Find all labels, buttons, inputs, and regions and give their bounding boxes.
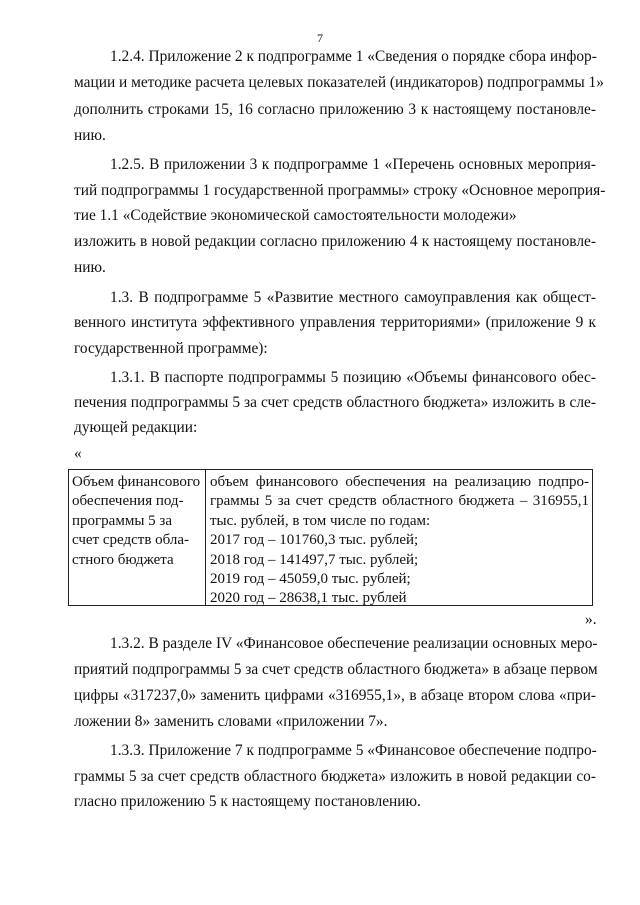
paragraph-1-3-line: венного института эффективного управления территориями» (приложение 9 к [74, 314, 596, 331]
paragraph-1-2-4-line: дополнить строками 15, 16 согласно приложению 3 к настоящему постановле- [74, 101, 596, 118]
paragraph-1-3-line: государственной программе): [74, 340, 268, 357]
table-label-cell [69, 470, 206, 605]
paragraph-1-2-4-line: мации и методике расчета целевых показателей (индикаторов) подпрограммы 1» [74, 74, 604, 91]
opening-quote: « [74, 445, 82, 462]
table-label-line: стного бюджета [72, 551, 174, 568]
paragraph-1-3-3-line: 1.3.3. Приложение 7 к подпрограмме 5 «Финансовое обеспечение подпро- [110, 742, 597, 759]
paragraph-1-2-4-line: нию. [74, 127, 106, 144]
paragraph-1-3-1-line: 1.3.1. В паспорте подпрограммы 5 позицию «Объемы финансового обес- [110, 369, 596, 386]
paragraph-1-3-2-line: цифры «317237,0» заменить цифрами «316955,1», в абзаце втором слова «при- [74, 687, 596, 704]
paragraph-1-3-1-line: дующей редакции: [74, 419, 198, 436]
paragraph-1-3-2-line: 1.3.2. В разделе IV «Финансовое обеспечение реализации основных меро- [110, 635, 598, 652]
table-value-line: 2017 год – 101760,3 тыс. рублей; [210, 532, 419, 549]
paragraph-1-3-2-line: приятий подпрограммы 5 за счет средств областного бюджета» в абзаце первом [74, 661, 598, 678]
table-value-line: 2019 год – 45059,0 тыс. рублей; [210, 571, 411, 588]
paragraph-1-2-5-line: изложить в новой редакции согласно приложению 4 к настоящему постановле- [74, 233, 596, 250]
table-label-line: Объем финансового [72, 474, 201, 490]
paragraph-1-3-3-line: гласно приложению 5 к настоящему постановлению. [74, 793, 421, 810]
table-value-line: тыс. рублей, в том числе по годам: [210, 512, 431, 529]
table-value-line: граммы 5 за счет средств областного бюджета – 316955,1 [210, 493, 589, 510]
paragraph-1-3-line: 1.3. В подпрограмме 5 «Развитие местного самоуправления как общест- [110, 289, 596, 306]
paragraph-1-2-5-line: нию. [74, 259, 106, 276]
table-value-line: объем финансового обеспечения на реализацию подпро- [210, 474, 589, 490]
paragraph-1-3-1-line: печения подпрограммы 5 за счет средств областного бюджета» изложить в сле- [74, 394, 596, 411]
table-label-line: программы 5 за [72, 512, 172, 529]
paragraph-1-2-4-line: 1.2.4. Приложение 2 к подпрограмме 1 «Сведения о порядке сбора инфор- [110, 48, 597, 65]
table-value-line: 2018 год – 141497,7 тыс. рублей; [210, 551, 419, 568]
paragraph-1-2-5-line: тие 1.1 «Содействие экономической самостоятельности молодежи» [74, 207, 517, 224]
paragraph-1-2-5-line: тий подпрограммы 1 государственной программы» строку «Основное мероприя- [74, 182, 606, 199]
table-label-line: обеспечения под- [72, 493, 184, 510]
table-value-line: 2020 год – 28638,1 тыс. рублей [210, 590, 407, 607]
table-value-cell [206, 470, 592, 605]
page-number: 7 [317, 31, 323, 45]
paragraph-1-2-5-line: 1.2.5. В приложении 3 к подпрограмме 1 «Перечень основных мероприя- [110, 156, 596, 173]
paragraph-1-3-3-line: граммы 5 за счет средств областного бюджета» изложить в новой редакции со- [74, 768, 596, 785]
closing-quote: ». [585, 611, 597, 628]
financing-table [68, 469, 593, 606]
table-label-line: счет средств обла- [72, 532, 190, 549]
paragraph-1-3-2-line: ложении 8» заменить словами «приложении 7». [74, 713, 388, 730]
